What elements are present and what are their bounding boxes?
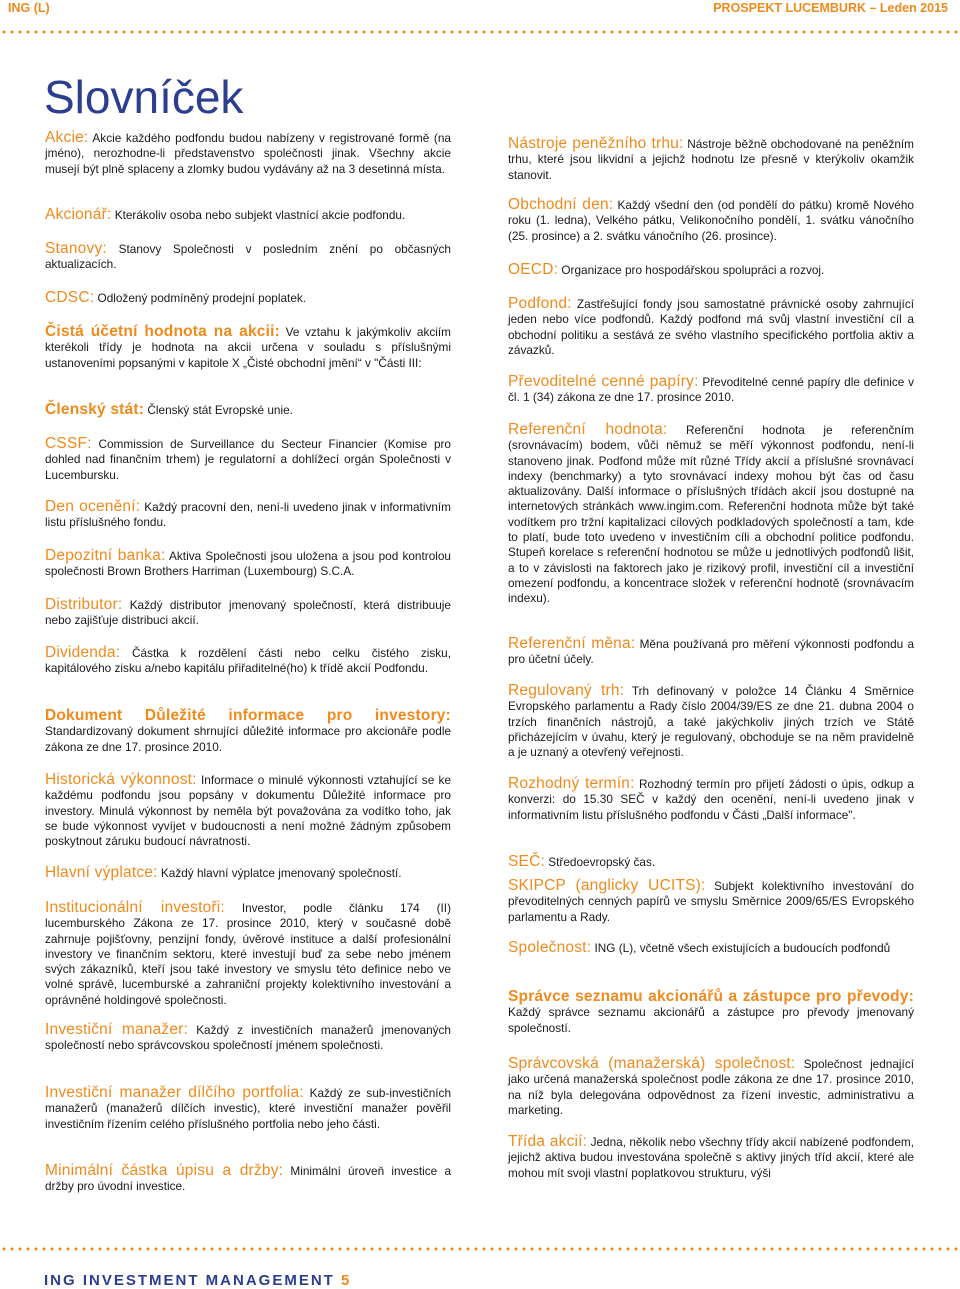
glossary-definition: Commission de Surveillance du Secteur Financier (Komise pro dohled nad finančním trhem) je regulatorní a dohlížecí orgán Společnosti v Lucembursku. [45, 437, 451, 482]
page-footer [44, 1272, 351, 1289]
glossary-entry [508, 197, 914, 244]
glossary-term: Stanovy: [45, 240, 107, 257]
glossary-entry [508, 262, 914, 278]
glossary-entry [508, 989, 914, 1036]
header-left: ING (L) [8, 1, 50, 15]
glossary-definition: Trh definovaný v položce 14 Článku 4 Směrnice Evropského parlamentu a Rady číslo 2004/39/ES ze dne 21. dubna 2004 o trzích finančních nástrojů, a také jakýchkoliv jiných trzích ve Státě přicházejícím v úvahu, který je regulovaný, obchoduje se na něm pravidelně a je uznaný a otevřený veřejnosti. [508, 684, 914, 760]
glossary-entry [45, 1163, 451, 1195]
glossary-entry [45, 900, 451, 1008]
glossary-definition: Členský stát Evropské unie. [147, 403, 293, 417]
glossary-entry [45, 130, 451, 177]
glossary-entry [508, 683, 914, 760]
glossary-term: Historická výkonnost: [45, 771, 197, 788]
glossary-entry [45, 402, 451, 418]
glossary-term: Společnost: [508, 939, 592, 956]
glossary-term: Správce seznamu akcionářů a zástupce pro převody: [508, 988, 914, 1005]
glossary-entry [45, 865, 451, 881]
glossary-term: Distributor: [45, 596, 123, 613]
glossary-definition: Každý hlavní výplatce jmenovaný společností. [160, 866, 402, 880]
glossary-entry [45, 499, 451, 531]
glossary-definition: Odložený podmíněný prodejní poplatek. [97, 291, 307, 305]
glossary-term: Minimální částka úpisu a držby: [45, 1162, 284, 1179]
glossary-term: Investiční manažer: [45, 1021, 189, 1038]
header-right: PROSPEKT LUCEMBURK – Leden 2015 [713, 1, 948, 15]
glossary-term: CDSC: [45, 289, 95, 306]
glossary-definition: Subjekt kolektivního investování do převoditelných cenných papírů ve smyslu Směrnice 2009/65/ES Evropského parlamentu a Rady. [508, 879, 914, 924]
glossary-term: CSSF: [45, 435, 92, 452]
glossary-entry [45, 772, 451, 849]
glossary-definition: Nástroje běžně obchodované na peněžním trhu, které jsou likvidní a jejichž hodnotu lze přesně v kterýkoliv okamžik stanovit. [508, 137, 915, 182]
glossary-entry [508, 136, 914, 183]
glossary-entry [45, 1085, 451, 1132]
glossary-term: Hlavní výplatce: [45, 864, 158, 881]
glossary-term: Akcie: [45, 129, 89, 146]
glossary-entry [508, 374, 914, 406]
glossary-term: Čistá účetní hodnota na akcii: [45, 323, 280, 340]
glossary-definition: Aktiva Společnosti jsou uložena a jsou pod kontrolou společnosti Brown Brothers Harriman (Luxembourg) S.C.A. [45, 549, 451, 579]
glossary-definition: Společnost jednající jako určená manažerská společnost podle zákona ze dne 17. prosince 2010, na níž byla delegována odpovědnost za řízení investic, administrativu a marketing. [508, 1057, 915, 1117]
glossary-definition: Investor, podle článku 174 (II) lucemburského Zákona ze 17. prosince 2010, který v současné době zahrnuje pojišťovny, penzijní fondy, úvěrové instituce a další profesionální investory ve finančním sektoru, které investují buď za sebe nebo jménem svých zákazníků, kteří jsou také investory ve smyslu této definice nebo ve volné správě, lucemburské a zahraniční projekty kolektivního investování a oprávněné holdingové společnosti. [45, 901, 451, 1007]
glossary-definition: Standardizovaný dokument shrnující důležité informace pro akcionáře podle zákona ze dne 17. prosince 2010. [45, 724, 451, 754]
glossary-term: Investiční manažer dílčího portfolia: [45, 1084, 304, 1101]
glossary-definition: Každý z investičních manažerů jmenovaných společností nebo správcovskou společností jménem společnosti. [45, 1023, 451, 1053]
glossary-term: OECD: [508, 261, 559, 278]
glossary-entry [508, 636, 914, 668]
glossary-entry [45, 1022, 451, 1054]
glossary-definition: Každý správce seznamu akcionářů a zástupce pro převody jmenovaný společností. [508, 1005, 914, 1035]
glossary-definition: Každý distributor jmenovaný společností, která distribuuje nebo zajišťuje distribuci akcií. [45, 598, 451, 628]
glossary-entry [45, 597, 451, 629]
glossary-definition: Každý všední den (od pondělí do pátku) kromě Nového roku (1. ledna), Velkého pátku, Velikonočního pondělí, 1. svátku vánočního (25. prosince) a 2. svátku vánočního (26. prosince). [508, 198, 914, 243]
glossary-term: Den ocenění: [45, 498, 141, 515]
dotted-divider-bottom [0, 1247, 960, 1251]
glossary-term: Referenční hodnota: [508, 421, 668, 438]
glossary-term: Regulovaný trh: [508, 682, 625, 699]
glossary-entry [508, 1134, 914, 1181]
glossary-entry [508, 296, 914, 358]
glossary-entry [45, 207, 451, 223]
glossary-term: Správcovská (manažerská) společnost: [508, 1055, 796, 1072]
glossary-entry [508, 422, 914, 607]
dotted-divider-top [0, 30, 960, 34]
glossary-entry [45, 241, 451, 273]
glossary-definition: Minimální úroveň investice a držby pro úvodní investice. [45, 1164, 452, 1194]
glossary-entry [45, 436, 451, 483]
glossary-definition: Každý ze sub-investičních manažerů (manažerů dílčích investic), které investiční manažer pověřil investičním řízením celého příslušného portfolia nebo jeho části. [45, 1086, 451, 1131]
footer-brand: ING INVESTMENT MANAGEMENT [44, 1272, 335, 1289]
glossary-definition: Kterákoliv osoba nebo subjekt vlastnící akcie podfondu. [114, 208, 406, 222]
glossary-entry [45, 548, 451, 580]
glossary-entry [45, 708, 451, 755]
glossary-definition: Rozhodný termín pro přijetí žádosti o úpis, odkup a konverzi: do 15.30 SEČ v každý den ocenění, není-li uvedeno jinak v informativním listu příslušného podfondu v Části „Další informace". [508, 777, 914, 822]
glossary-entry [508, 878, 914, 925]
glossary-definition: Částka k rozdělení části nebo celku čistého zisku, kapitálového zisku a/nebo kapitálu přiřaditelné(ho) k třídě akcií Podfondu. [45, 646, 451, 676]
glossary-definition: Stanovy Společnosti v posledním znění po občasných aktualizacích. [45, 242, 451, 272]
glossary-definition: Jedna, několik nebo všechny třídy akcií nabízené podfondem, jejichž aktiva budou investována společně s aktivy jiných tříd akcií, které ale mohou mít svoji vlastní poplatkovou strukturu, výši [508, 1135, 914, 1180]
glossary-term: Rozhodný termín: [508, 775, 635, 792]
glossary-term: Podfond: [508, 295, 572, 312]
glossary-term: Dokument Důležité informace pro investory: [45, 707, 451, 724]
glossary-definition: Akcie každého podfondu budou nabízeny v registrované formě (na jméno), nerozhodne-li představenstvo společnosti jinak. Všechny akcie musejí být plně splaceny a zlomky budou vydávány až na 3 desetinná místa. [45, 131, 451, 176]
glossary-definition: Informace o minulé výkonnosti vztahující se ke každému podfondu jsou popsány v dokumentu Důležité informace pro investory. Minulá výkonnost by neměla být považována za vodítko toho, jak se bude výkonnost vyvíjet v budoucnosti a není možné žádným způsobem poskytnout záruku budoucí návratnosti. [45, 773, 452, 849]
glossary-term: Převoditelné cenné papíry: [508, 373, 699, 390]
glossary-entry [508, 940, 914, 956]
glossary-entry [45, 645, 451, 677]
glossary-term: Členský stát: [45, 401, 145, 418]
running-header [0, 0, 960, 20]
glossary-term: Nástroje peněžního trhu: [508, 135, 684, 152]
glossary-definition: Referenční hodnota je referenčním (srovnávacím) bodem, vůči němuž se měří výkonnost podfondu, není-li stanoveno jinak. Podfond může mít různé Třídy akcií a příslušné srovnávací indexy (benchmarky) a tyto srovnávací indexy mohou být čas od času aktualizovány. Další informace o příslušných třídách akcií jsou dostupné na internetových stránkách www.ingim.com. Referenční hodnota může být také vodítkem pro tržní kapitalizaci cílových podkladových společností a tam, kde to platí, bude toto uvedeno v investičním cíli a obchodní politice podfondu. Stupeň korelace s referenční hodnotou se může u jednotlivých podfondů lišit, a to v závislosti na faktorech jako je rizikový profil, investiční cíl a investiční omezení podfondu, a koncentrace složek v referenční hodnotě (srovnávacím indexu). [508, 423, 915, 606]
glossary-definition: Organizace pro hospodářskou spolupráci a rozvoj. [561, 263, 825, 277]
glossary-term: Referenční měna: [508, 635, 636, 652]
glossary-entry [508, 776, 914, 823]
glossary-term: SEČ: [508, 853, 545, 870]
glossary-definition: Zastřešující fondy jsou samostatné právnické osoby zahrnující jeden nebo více podfondů. Každý podfond má svůj vlastní investiční cíl a obchodní politiku a sestává ze svého vlastního specifického portfolia aktiv a závazků. [508, 297, 915, 357]
glossary-entry [45, 290, 451, 306]
glossary-definition: ING (L), včetně všech existujících a budoucích podfondů [594, 941, 891, 955]
glossary-definition: Středoevropský čas. [548, 855, 656, 869]
page-number: 5 [341, 1272, 352, 1289]
glossary-term: Obchodní den: [508, 196, 614, 213]
glossary-definition: Měna používaná pro měření výkonnosti podfondu a pro účetní účely. [508, 637, 915, 667]
glossary-entry [45, 324, 451, 371]
glossary-definition: Každý pracovní den, není-li uvedeno jinak v informativním listu příslušného fondu. [45, 500, 452, 530]
glossary-entry [508, 854, 914, 870]
glossary-entry [508, 1056, 914, 1118]
glossary-definition: Převoditelné cenné papíry dle definice v čl. 1 (34) zákona ze dne 17. prosince 2010. [508, 375, 914, 405]
glossary-definition: Ve vztahu k jakýmkoliv akciím kterékoli třídy je hodnota na akcii určena v souladu s příslušnými ustanoveními popsanými v kapitole X „Čisté obchodní jmění“ v "Části III: [45, 325, 451, 370]
glossary-term: SKIPCP (anglicky UCITS): [508, 877, 706, 894]
glossary-term: Akcionář: [45, 206, 112, 223]
glossary-term: Třída akcií: [508, 1133, 588, 1150]
glossary-term: Depozitní banka: [45, 547, 166, 564]
glossary-term: Institucionální investoři: [45, 899, 225, 916]
page-title: Slovníček [44, 71, 244, 123]
glossary-term: Dividenda: [45, 644, 121, 661]
